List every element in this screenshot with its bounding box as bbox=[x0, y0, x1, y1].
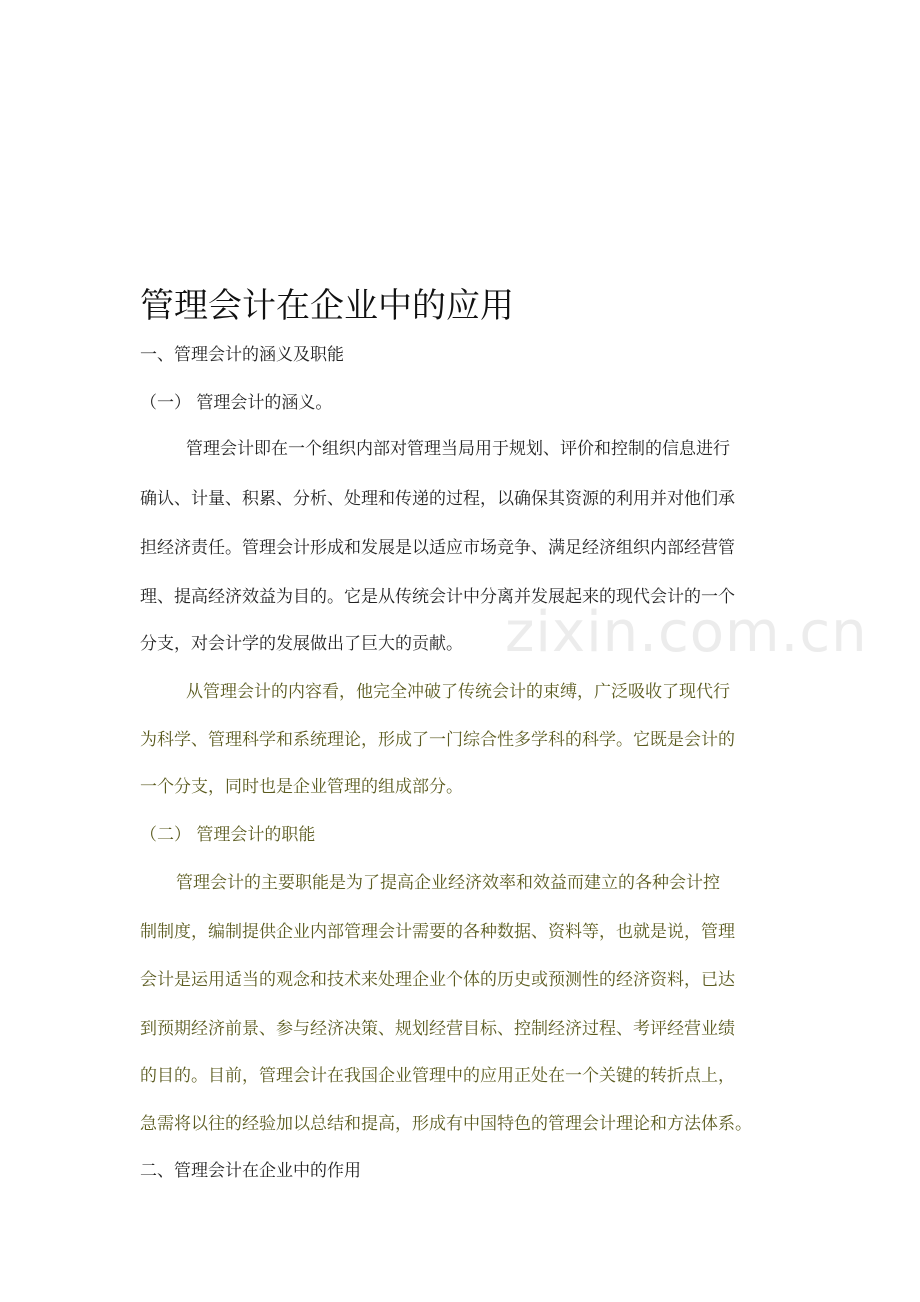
paragraph-line: 为科学、管理科学和系统理论，形成了一门综合性多学科的科学。它既是会计的 bbox=[140, 730, 735, 750]
paragraph-line: 的目的。目前，管理会计在我国企业管理中的应用正处在一个关键的转折点上， bbox=[140, 1066, 735, 1086]
paragraph-line: 管理会计的主要职能是为了提高企业经济效率和效益而建立的各种会计控 bbox=[176, 873, 720, 893]
paragraph-line: 急需将以往的经验加以总结和提高，形成有中国特色的管理会计理论和方法体系。 bbox=[140, 1114, 752, 1134]
paragraph-line: 担经济责任。管理会计形成和发展是以适应市场竞争、满足经济组织内部经营管 bbox=[140, 538, 735, 558]
paragraph-line: 确认、计量、积累、分析、处理和传递的过程，以确保其资源的利用并对他们承 bbox=[140, 489, 735, 509]
paragraph-line: 理、提高经济效益为目的。它是从传统会计中分离并发展起来的现代会计的一个 bbox=[140, 587, 735, 607]
paragraph-line: 从管理会计的内容看，他完全冲破了传统会计的束缚，广泛吸收了现代行 bbox=[186, 682, 730, 702]
paragraph-line: 到预期经济前景、参与经济决策、规划经营目标、控制经济过程、考评经营业绩 bbox=[140, 1019, 735, 1039]
section-heading: 一、管理会计的涵义及职能 bbox=[140, 345, 344, 365]
watermark: zixin.com.cn bbox=[505, 600, 868, 665]
paragraph-line: 会计是运用适当的观念和技术来处理企业个体的历史或预测性的经济资料，已达 bbox=[140, 970, 735, 990]
paragraph-line: 一个分支，同时也是企业管理的组成部分。 bbox=[140, 777, 463, 797]
paragraph-line: 管理会计即在一个组织内部对管理当局用于规划、评价和控制的信息进行 bbox=[186, 439, 730, 459]
section-heading: 二、管理会计在企业中的作用 bbox=[140, 1161, 361, 1181]
paragraph-line: 制制度，编制提供企业内部管理会计需要的各种数据、资料等，也就是说，管理 bbox=[140, 922, 735, 942]
subsection-heading: （一） 管理会计的涵义。 bbox=[140, 393, 333, 413]
document-title: 管理会计在企业中的应用 bbox=[140, 286, 514, 326]
paragraph-line: 分支，对会计学的发展做出了巨大的贡献。 bbox=[140, 634, 463, 654]
subsection-heading: （二） 管理会计的职能 bbox=[140, 825, 316, 845]
